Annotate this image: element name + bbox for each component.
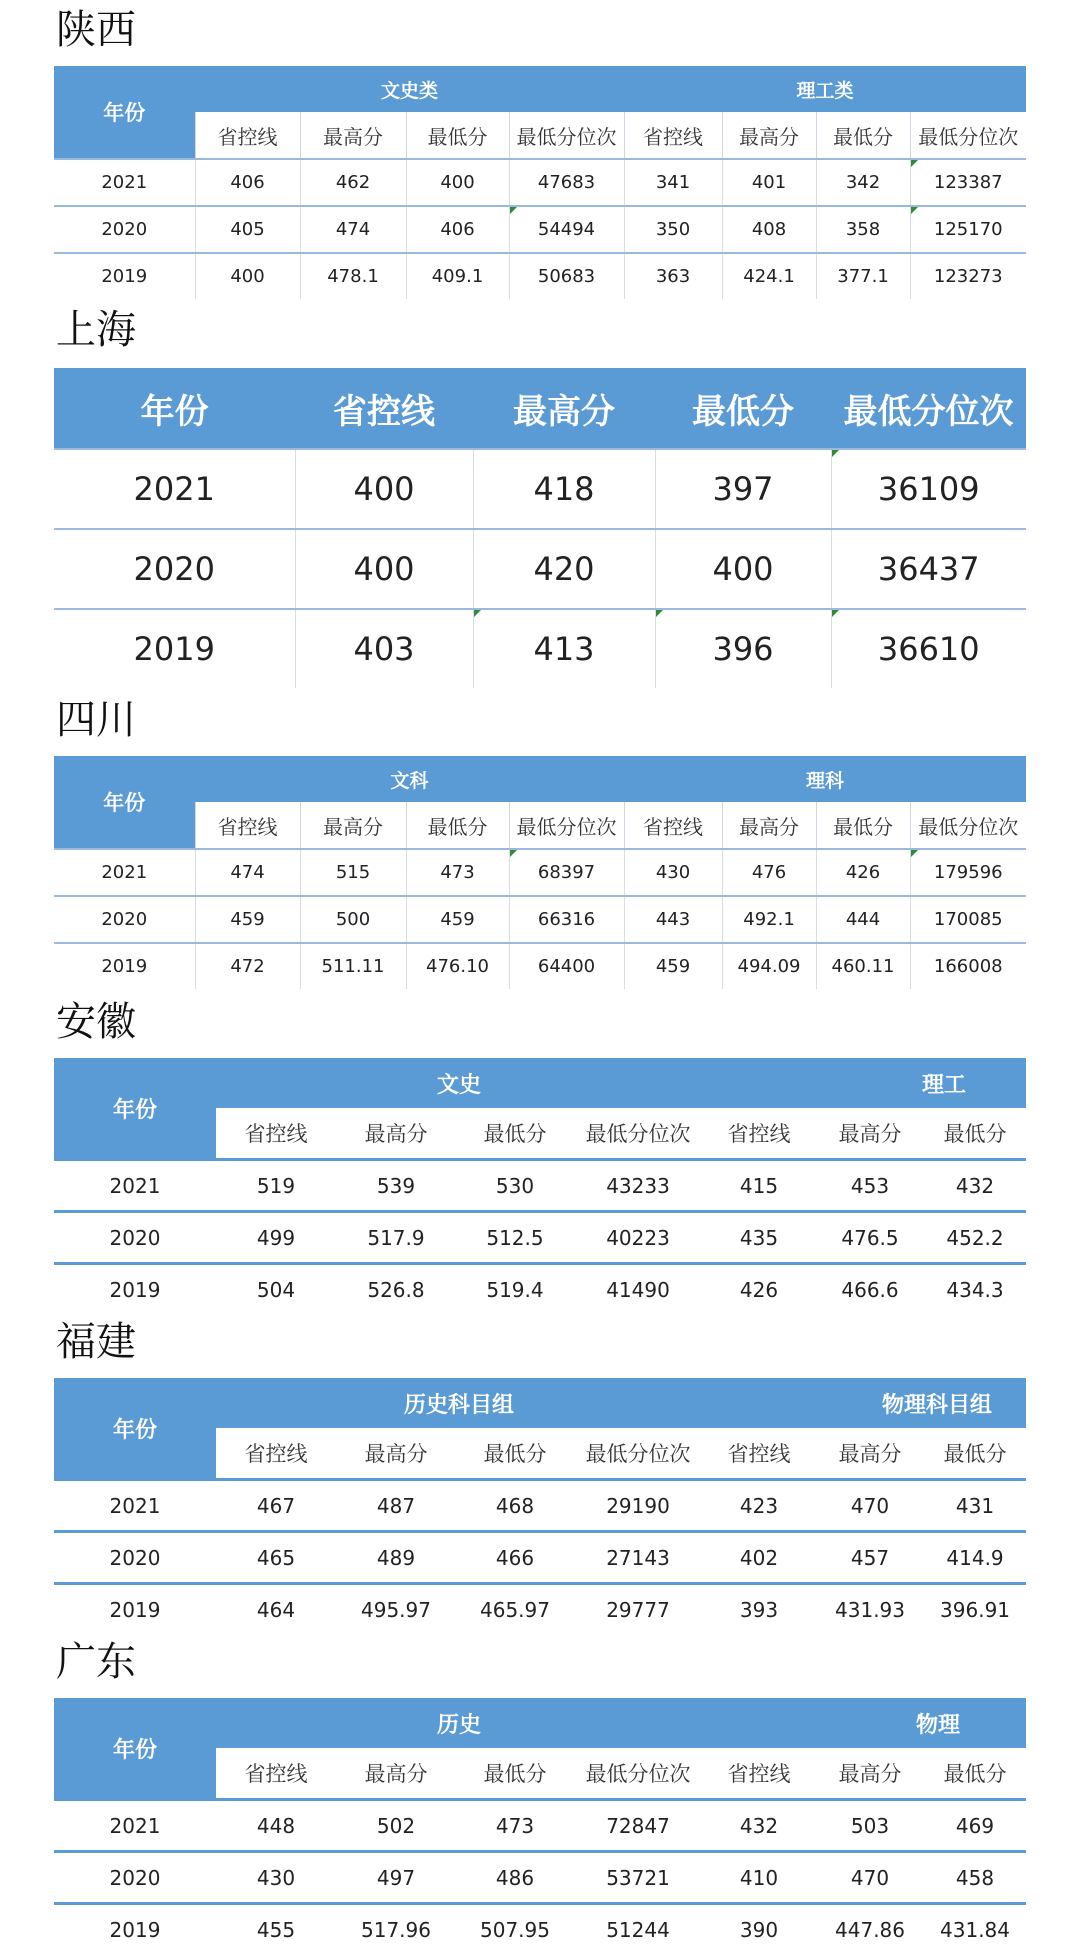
table-cell: 443 <box>624 896 722 943</box>
table-cell: 424.1 <box>722 253 816 299</box>
table-cell: 476.5 <box>816 1212 924 1264</box>
table-cell: 486 <box>456 1852 574 1904</box>
table-cell: 27143 <box>574 1532 702 1584</box>
table-cell: 401 <box>722 159 816 206</box>
col-header: 最高分 <box>300 802 406 849</box>
header-group-wenshi: 文史 <box>216 1058 702 1108</box>
table-cell: 460.11 <box>816 943 910 989</box>
col-header: 省控线 <box>195 112 300 159</box>
table-guangdong <box>54 1698 1026 1954</box>
table-cell: 423 <box>702 1480 816 1532</box>
col-header: 最低分 <box>924 1748 1026 1800</box>
table-cell: 468 <box>456 1480 574 1532</box>
year-cell: 2021 <box>54 159 195 206</box>
table-cell: 457 <box>816 1532 924 1584</box>
table-row <box>54 159 1026 206</box>
table-cell: 64400 <box>509 943 624 989</box>
header-group-wenshi: 文史类 <box>195 66 624 112</box>
col-header: 省控线 <box>195 802 300 849</box>
table-cell: 476.10 <box>406 943 509 989</box>
table-cell: 459 <box>624 943 722 989</box>
year-cell: 2021 <box>54 1160 216 1212</box>
province-title-shaanxi: 陕西 <box>56 6 136 54</box>
table-cell: 342 <box>816 159 910 206</box>
header-group-physics: 物理科目组 <box>702 1378 1026 1428</box>
table-cell: 462 <box>300 159 406 206</box>
table-cell: 402 <box>702 1532 816 1584</box>
table-cell: 431.84 <box>924 1904 1026 1954</box>
table-row <box>54 1800 1026 1852</box>
year-cell: 2020 <box>54 529 295 609</box>
header-group-ligong: 理工类 <box>624 66 1026 112</box>
table-cell: 474 <box>195 849 300 896</box>
table-row <box>54 206 1026 253</box>
table-cell: 511.11 <box>300 943 406 989</box>
province-title-sichuan: 四川 <box>56 696 136 744</box>
col-header: 最低分位次 <box>509 802 624 849</box>
table-cell: 179596 <box>910 849 1026 896</box>
table-cell: 29777 <box>574 1584 702 1635</box>
table-cell: 341 <box>624 159 722 206</box>
col-header: 最低分位次 <box>910 112 1026 159</box>
table-cell: 489 <box>336 1532 456 1584</box>
col-header: 最低分 <box>816 112 910 159</box>
table-cell: 43233 <box>574 1160 702 1212</box>
table-cell: 72847 <box>574 1800 702 1852</box>
table-cell: 466 <box>456 1532 574 1584</box>
table-cell: 408 <box>722 206 816 253</box>
table-cell: 432 <box>924 1160 1026 1212</box>
table-cell: 512.5 <box>456 1212 574 1264</box>
table-cell: 526.8 <box>336 1264 456 1315</box>
col-header: 省控线 <box>702 1428 816 1480</box>
table-shaanxi <box>54 66 1026 299</box>
table-cell: 465 <box>216 1532 336 1584</box>
table-cell: 515 <box>300 849 406 896</box>
col-header: 省控线 <box>624 112 722 159</box>
year-cell: 2019 <box>54 253 195 299</box>
table-cell: 431 <box>924 1480 1026 1532</box>
col-header: 最低分 <box>816 802 910 849</box>
col-header: 最高分 <box>816 1748 924 1800</box>
table-cell: 415 <box>702 1160 816 1212</box>
year-cell: 2020 <box>54 1852 216 1904</box>
col-header: 最高分 <box>336 1748 456 1800</box>
year-cell: 2021 <box>54 849 195 896</box>
table-cell: 472 <box>195 943 300 989</box>
table-cell: 363 <box>624 253 722 299</box>
year-cell: 2021 <box>54 1480 216 1532</box>
table-cell: 539 <box>336 1160 456 1212</box>
table-cell: 400 <box>655 529 831 609</box>
table-cell: 400 <box>195 253 300 299</box>
province-title-shanghai: 上海 <box>56 306 136 354</box>
table-cell: 36437 <box>831 529 1026 609</box>
table-cell: 459 <box>406 896 509 943</box>
table-cell: 418 <box>473 449 655 529</box>
table-cell: 519 <box>216 1160 336 1212</box>
table-cell: 400 <box>406 159 509 206</box>
table-row <box>54 1264 1026 1315</box>
year-cell: 2019 <box>54 943 195 989</box>
col-header: 最高分 <box>722 802 816 849</box>
table-cell: 497 <box>336 1852 456 1904</box>
table-cell: 467 <box>216 1480 336 1532</box>
table-cell: 444 <box>816 896 910 943</box>
table-cell: 396.91 <box>924 1584 1026 1635</box>
year-cell: 2020 <box>54 1212 216 1264</box>
table-cell: 519.4 <box>456 1264 574 1315</box>
table-cell: 504 <box>216 1264 336 1315</box>
table-cell: 469 <box>924 1800 1026 1852</box>
table-cell: 458 <box>924 1852 1026 1904</box>
table-cell: 125170 <box>910 206 1026 253</box>
table-cell: 447.86 <box>816 1904 924 1954</box>
table-cell: 478.1 <box>300 253 406 299</box>
table-anhui <box>54 1058 1026 1314</box>
table-cell: 47683 <box>509 159 624 206</box>
table-cell: 432 <box>702 1800 816 1852</box>
table-cell: 405 <box>195 206 300 253</box>
table-cell: 54494 <box>509 206 624 253</box>
col-header: 最高分 <box>300 112 406 159</box>
year-cell: 2019 <box>54 1584 216 1635</box>
col-header: 省控线 <box>295 368 473 449</box>
table-cell: 430 <box>624 849 722 896</box>
table-cell: 393 <box>702 1584 816 1635</box>
table-cell: 358 <box>816 206 910 253</box>
table-row <box>54 943 1026 989</box>
header-group-physics: 物理 <box>702 1698 1026 1748</box>
table-cell: 53721 <box>574 1852 702 1904</box>
table-row <box>54 1584 1026 1635</box>
table-cell: 66316 <box>509 896 624 943</box>
table-cell: 434.3 <box>924 1264 1026 1315</box>
table-cell: 68397 <box>509 849 624 896</box>
table-cell: 414.9 <box>924 1532 1026 1584</box>
table-cell: 517.96 <box>336 1904 456 1954</box>
table-cell: 426 <box>816 849 910 896</box>
table-row <box>54 1904 1026 1954</box>
header-year: 年份 <box>54 66 195 159</box>
table-cell: 495.97 <box>336 1584 456 1635</box>
col-header: 最低分 <box>924 1428 1026 1480</box>
col-header: 省控线 <box>216 1428 336 1480</box>
table-cell: 473 <box>456 1800 574 1852</box>
col-header: 省控线 <box>702 1748 816 1800</box>
table-cell: 473 <box>406 849 509 896</box>
col-header: 最高分 <box>336 1108 456 1160</box>
table-cell: 29190 <box>574 1480 702 1532</box>
table-cell: 466.6 <box>816 1264 924 1315</box>
table-cell: 492.1 <box>722 896 816 943</box>
table-cell: 502 <box>336 1800 456 1852</box>
table-row <box>54 1532 1026 1584</box>
col-header: 最低分 <box>406 802 509 849</box>
col-header: 最低分位次 <box>574 1428 702 1480</box>
table-row <box>54 609 1026 688</box>
header-year: 年份 <box>54 1058 216 1160</box>
table-cell: 410 <box>702 1852 816 1904</box>
table-cell: 452.2 <box>924 1212 1026 1264</box>
table-cell: 400 <box>295 449 473 529</box>
year-cell: 2019 <box>54 609 295 688</box>
header-group-like: 理科 <box>624 756 1026 802</box>
col-header: 最低分位次 <box>831 368 1026 449</box>
col-header: 最低分 <box>655 368 831 449</box>
col-header: 省控线 <box>216 1108 336 1160</box>
col-header: 省控线 <box>216 1748 336 1800</box>
table-cell: 123273 <box>910 253 1026 299</box>
col-header: 最低分位次 <box>509 112 624 159</box>
table-cell: 431.93 <box>816 1584 924 1635</box>
year-cell: 2019 <box>54 1904 216 1954</box>
table-cell: 459 <box>195 896 300 943</box>
col-header: 最低分 <box>406 112 509 159</box>
table-cell: 499 <box>216 1212 336 1264</box>
table-row <box>54 1852 1026 1904</box>
table-cell: 166008 <box>910 943 1026 989</box>
table-cell: 494.09 <box>722 943 816 989</box>
table-row <box>54 253 1026 299</box>
col-header: 最低分位次 <box>910 802 1026 849</box>
table-cell: 51244 <box>574 1904 702 1954</box>
header-group-history: 历史 <box>216 1698 702 1748</box>
province-title-anhui: 安徽 <box>56 998 136 1046</box>
year-cell: 2020 <box>54 896 195 943</box>
table-cell: 413 <box>473 609 655 688</box>
year-cell: 2020 <box>54 1532 216 1584</box>
table-cell: 390 <box>702 1904 816 1954</box>
col-header: 最高分 <box>722 112 816 159</box>
col-header: 省控线 <box>702 1108 816 1160</box>
table-cell: 41490 <box>574 1264 702 1315</box>
year-cell: 2021 <box>54 1800 216 1852</box>
table-cell: 123387 <box>910 159 1026 206</box>
table-cell: 50683 <box>509 253 624 299</box>
table-row <box>54 449 1026 529</box>
table-cell: 500 <box>300 896 406 943</box>
col-header: 省控线 <box>624 802 722 849</box>
col-header: 最低分位次 <box>574 1748 702 1800</box>
table-cell: 40223 <box>574 1212 702 1264</box>
table-cell: 420 <box>473 529 655 609</box>
table-cell: 503 <box>816 1800 924 1852</box>
col-header: 年份 <box>54 368 295 449</box>
table-cell: 474 <box>300 206 406 253</box>
col-header: 最低分 <box>456 1108 574 1160</box>
table-cell: 470 <box>816 1480 924 1532</box>
header-year: 年份 <box>54 1698 216 1800</box>
table-cell: 476 <box>722 849 816 896</box>
table-cell: 406 <box>195 159 300 206</box>
table-cell: 426 <box>702 1264 816 1315</box>
col-header: 最高分 <box>473 368 655 449</box>
table-cell: 403 <box>295 609 473 688</box>
col-header: 最低分 <box>924 1108 1026 1160</box>
table-cell: 409.1 <box>406 253 509 299</box>
table-cell: 430 <box>216 1852 336 1904</box>
col-header: 最低分 <box>456 1748 574 1800</box>
table-cell: 455 <box>216 1904 336 1954</box>
table-sichuan <box>54 756 1026 989</box>
year-cell: 2019 <box>54 1264 216 1315</box>
table-cell: 406 <box>406 206 509 253</box>
header-group-history: 历史科目组 <box>216 1378 702 1428</box>
col-header: 最低分 <box>456 1428 574 1480</box>
table-cell: 465.97 <box>456 1584 574 1635</box>
header-year: 年份 <box>54 756 195 849</box>
table-cell: 448 <box>216 1800 336 1852</box>
table-cell: 36109 <box>831 449 1026 529</box>
table-row <box>54 1480 1026 1532</box>
table-cell: 464 <box>216 1584 336 1635</box>
table-cell: 435 <box>702 1212 816 1264</box>
table-shanghai <box>54 368 1026 688</box>
table-cell: 507.95 <box>456 1904 574 1954</box>
col-header: 最高分 <box>816 1108 924 1160</box>
year-cell: 2021 <box>54 449 295 529</box>
table-cell: 396 <box>655 609 831 688</box>
table-cell: 400 <box>295 529 473 609</box>
province-title-guangdong: 广东 <box>56 1638 136 1686</box>
col-header: 最低分位次 <box>574 1108 702 1160</box>
table-cell: 170085 <box>910 896 1026 943</box>
col-header: 最高分 <box>336 1428 456 1480</box>
province-title-fujian: 福建 <box>56 1318 136 1366</box>
table-cell: 517.9 <box>336 1212 456 1264</box>
table-row <box>54 896 1026 943</box>
table-cell: 470 <box>816 1852 924 1904</box>
col-header: 最高分 <box>816 1428 924 1480</box>
table-cell: 377.1 <box>816 253 910 299</box>
table-cell: 453 <box>816 1160 924 1212</box>
table-cell: 36610 <box>831 609 1026 688</box>
year-cell: 2020 <box>54 206 195 253</box>
table-row <box>54 1160 1026 1212</box>
table-row <box>54 1212 1026 1264</box>
table-cell: 487 <box>336 1480 456 1532</box>
table-cell: 397 <box>655 449 831 529</box>
table-cell: 530 <box>456 1160 574 1212</box>
table-fujian <box>54 1378 1026 1634</box>
header-group-ligong: 理工 <box>702 1058 1026 1108</box>
table-row <box>54 529 1026 609</box>
table-row <box>54 849 1026 896</box>
table-cell: 350 <box>624 206 722 253</box>
header-year: 年份 <box>54 1378 216 1480</box>
header-group-wenke: 文科 <box>195 756 624 802</box>
